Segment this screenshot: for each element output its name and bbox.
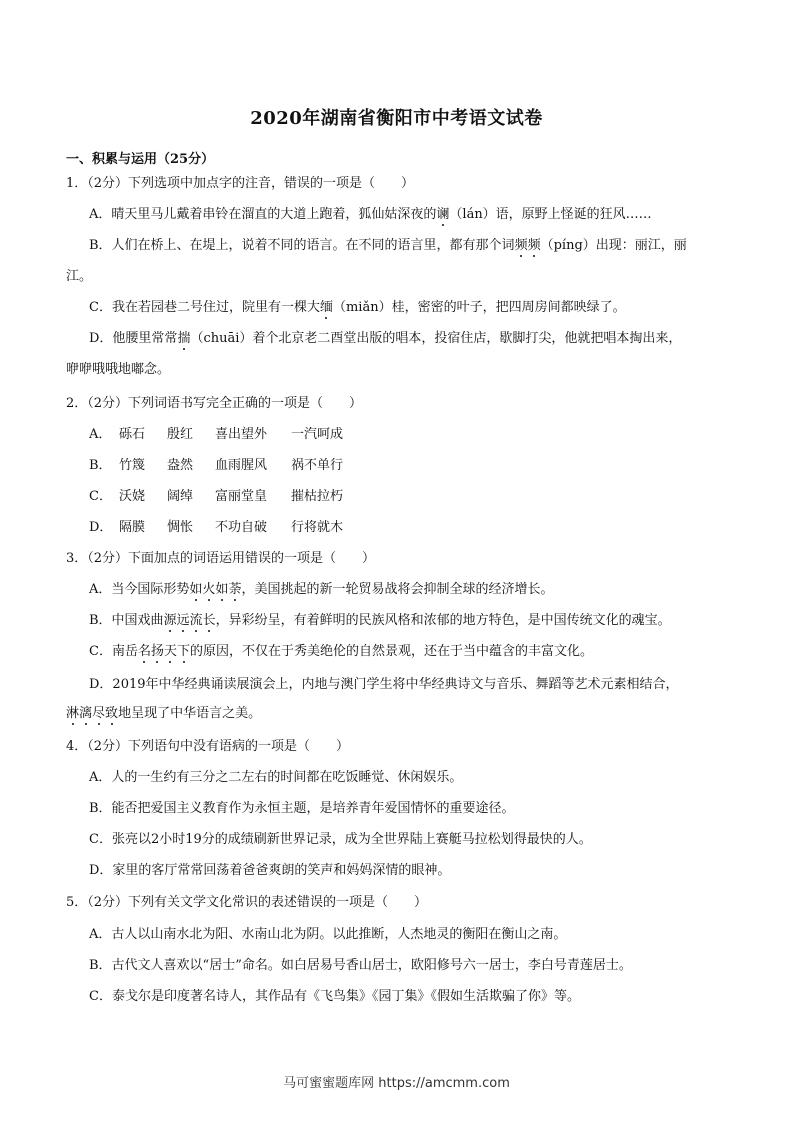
question-1-option-c: C．我在若园巷二号住过，院里有一棵大缅（miǎn）桂，密密的叶子，把四周房间都映绿了。 [89, 300, 626, 315]
emphasis-dot-char: 荼 [228, 582, 242, 597]
question-5-option-a: A．古人以山南水北为阳、水南山北为阴。以此推断，人杰地灵的衡阳在衡山之南。 [89, 927, 567, 942]
question-4-option-a: A．人的一生约有三分之二左右的时间都在吃饭睡觉、休闲娱乐。 [89, 770, 463, 785]
question-1-option-b: B．人们在桥上、在堤上，说着不同的语言。在不同的语言里，都有那个词频频（píng）出现：丽江，丽 [89, 238, 687, 253]
emphasis-dot-char: 长 [202, 613, 216, 628]
page-title: 2020年湖南省衡阳市中考语文试卷 [250, 108, 543, 129]
question-3-option-a: A．当今国际形势如火如荼，美国挑起的新一轮贸易战将会抑制全球的经济增长。 [89, 582, 554, 597]
emphasis-dot-char: 如 [215, 582, 229, 597]
question-3-option-b: B．中国戏曲源远流长，异彩纷呈，有着鲜明的民族风格和浓郁的地方特色，是中国传统文化的魂宝。 [89, 613, 671, 628]
question-2-option-c: C． 沃娆 阔绰 富丽堂皇 摧枯拉朽 [89, 489, 344, 504]
question-1-option-d-continued: 咿咿哦哦地嘟念。 [66, 362, 171, 377]
question-4-option-b: B．能否把爱国主义教育作为永恒主题，是培养青年爱国情怀的重要途径。 [89, 801, 515, 816]
question-2-option-b: B． 竹篾 盎然 血雨腥风 祸不单行 [89, 458, 344, 473]
question-2-option-d: D． 隔膜 惆怅 不功自破 行将就木 [89, 520, 344, 535]
emphasis-dot-char: 火 [202, 582, 216, 597]
question-1-option-d: D．他腰里常常揣（chuāi）着个北京老二酉堂出版的唱本，投宿住店，歇脚打尖，他就把唱本掏出来， [89, 331, 682, 346]
question-5-option-c: C．泰戈尔是印度著名诗人，其作品有《飞鸟集》《园丁集》《假如生活欺骗了你》等。 [89, 989, 580, 1004]
question-2-stem: 2．（2分）下列词语书写完全正确的一项是（ ） [66, 396, 363, 411]
emphasis-dot-char: 源 [163, 613, 177, 628]
emphasis-dot-char: 下 [177, 644, 191, 659]
emphasis-dot-char: 流 [189, 613, 203, 628]
question-2-option-a: A． 砾石 殷红 喜出望外 一汽呵成 [89, 427, 344, 442]
question-3-option-d-continued: 淋漓尽致地呈现了中华语言之美。 [66, 706, 262, 721]
section-heading: 一、积累与运用（25分） [66, 152, 215, 167]
emphasis-dot-char: 天 [163, 644, 177, 659]
question-4-option-c: C．张亮以2小时19分的成绩刷新世界记录，成为全世界陆上赛艇马拉松划得最快的人。 [89, 832, 592, 847]
question-1-option-b-continued: 江。 [66, 269, 93, 284]
emphasis-dot-char: 尽 [92, 706, 106, 721]
question-1-option-a: A．晴天里马儿戴着串铃在溜直的大道上跑着，狐仙姑深夜的谰（lán）语，原野上怪诞的狂风…… [89, 207, 652, 222]
question-3-option-d: D．2019年中华经典诵读展演会上，内地与澳门学生将中华经典诗文与音乐、舞蹈等艺术元素相结合， [89, 677, 679, 692]
emphasis-dot-char: 淋 [66, 706, 80, 721]
emphasis-dot-char: 名 [137, 644, 151, 659]
question-4-option-d: D．家里的客厅常常回荡着爸爸爽朗的笑声和妈妈深情的眼神。 [89, 863, 451, 878]
emphasis-dot-char: 致 [105, 706, 119, 721]
page-footer: 马可蜜蜜题库网 https://amcmm.com [283, 1076, 510, 1091]
question-5-option-b: B．古代文人喜欢以“居士”命名。如白居易号香山居士，欧阳修号六一居士，李白号青莲居士。 [89, 958, 632, 973]
question-3-stem: 3．（2分）下面加点的词语运用错误的一项是（ ） [66, 551, 376, 566]
emphasis-dot-char: 漓 [79, 706, 93, 721]
question-5-stem: 5．（2分）下列有关文学文化常识的表述错误的一项是（ ） [66, 895, 428, 910]
emphasis-dot-char: 扬 [150, 644, 164, 659]
question-3-option-c: C．南岳名扬天下的原因，不仅在于秀美绝伦的自然景观，还在于当中蕴含的丰富文化。 [89, 644, 594, 659]
question-1-stem: 1．（2分）下列选项中加点字的注音，错误的一项是（ ） [66, 176, 415, 191]
question-4-stem: 4．（2分）下列语句中没有语病的一项是（ ） [66, 739, 350, 754]
emphasis-dot-char: 如 [189, 582, 203, 597]
emphasis-dot-char: 远 [176, 613, 190, 628]
